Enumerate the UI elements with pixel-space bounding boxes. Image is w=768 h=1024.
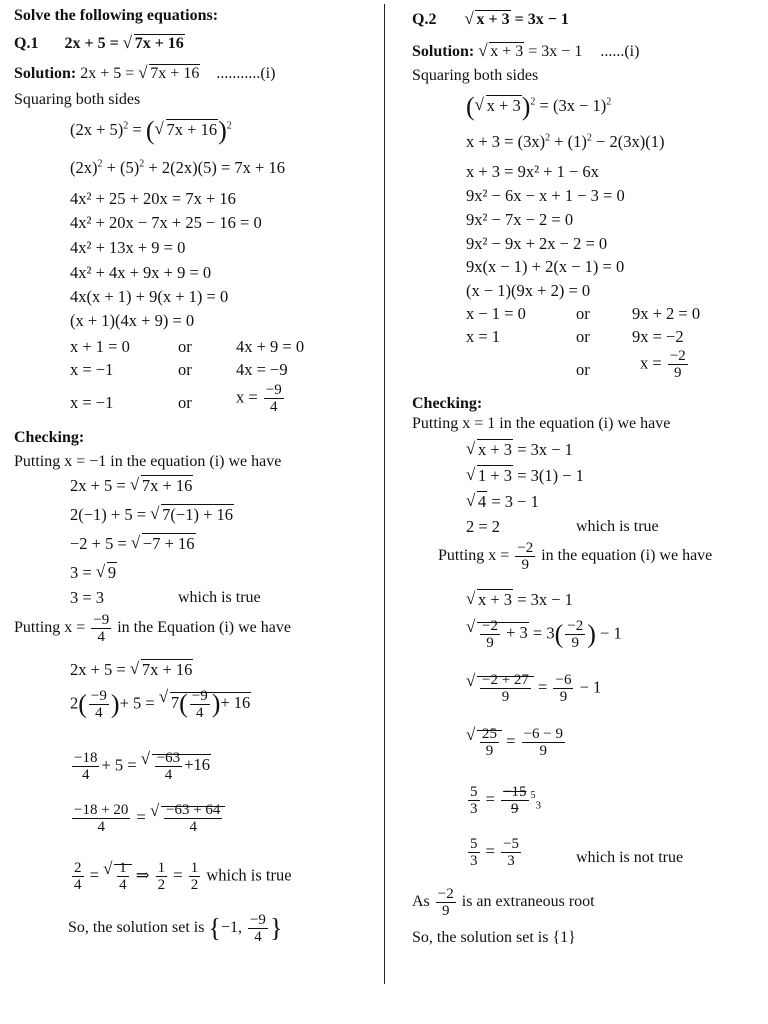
step-4: 4x² + 20x − 7x + 25 − 16 = 0 bbox=[70, 213, 262, 232]
step-8: (x + 1)(4x + 9) = 0 bbox=[70, 311, 195, 330]
e-step-6: 9x² − 9x + 2x − 2 = 0 bbox=[466, 234, 608, 253]
f-or-1: or bbox=[576, 304, 590, 323]
check-5: 3 = 3 bbox=[70, 588, 105, 607]
h-step-1: √ x + 3 = 3x − 1 bbox=[466, 590, 573, 610]
e-step-8: (x − 1)(9x + 2) = 0 bbox=[466, 281, 591, 300]
root-or-1: or bbox=[178, 337, 192, 356]
g-step-2: √ 1 + 3 = 3(1) − 1 bbox=[466, 466, 584, 486]
column-divider bbox=[384, 4, 385, 984]
check-3: −2 + 5 = √ −7 + 16 bbox=[70, 534, 196, 554]
h-step-4: √ $\frac{25}{9}$ = $\frac{-6 - 9}{9}$ bbox=[466, 726, 567, 759]
squaring-text: Squaring both sides bbox=[14, 91, 141, 108]
squaring-text-2: Squaring both sides bbox=[412, 67, 539, 84]
question-2: Q.2 √ x + 3 = 3x − 1 bbox=[412, 10, 569, 30]
solution-line-2: Solution: √ x + 3 = 3x − 1 ......(i) bbox=[412, 42, 639, 62]
root-line-3a: x = −1 bbox=[70, 393, 114, 412]
g-step-4-note: which is true bbox=[576, 518, 659, 535]
check-2: 2(−1) + 5 = √ 7(−1) + 16 bbox=[70, 505, 234, 525]
check-5-note: which is true bbox=[178, 589, 261, 606]
d-step-4: $\frac{-18 + 20}{4}$ = √ $\frac{-63 + 64}{4}$ bbox=[70, 802, 225, 835]
checking-heading-2: Checking: bbox=[412, 395, 483, 412]
putting-x-1: Putting x = 1 in the equation (i) we have bbox=[412, 415, 671, 432]
root-line-1b: 4x + 9 = 0 bbox=[236, 337, 305, 356]
d-step-1: 2x + 5 = √ 7x + 16 bbox=[70, 660, 193, 680]
step-5: 4x² + 13x + 9 = 0 bbox=[70, 238, 186, 257]
solution-set-1: So, the solution set is {−1, $\frac{-9}{4}$ } bbox=[68, 912, 283, 945]
putting-x-minus-1: Putting x = −1 in the equation (i) we have bbox=[14, 453, 282, 470]
h-step-3: √ $\frac{-2 + 27}{9}$ = $\frac{-6}{9}$ − 1 bbox=[466, 672, 601, 705]
root-or-2: or bbox=[178, 360, 192, 379]
h-step-2: √ $\frac{-2}{9}$ + 3 = 3( $\frac{-2}{9}$ ) − 1 bbox=[466, 618, 622, 651]
d-step-3: $\frac{-18}{4}$ + 5 = √ $\frac{-63}{4}$ +16 bbox=[70, 750, 211, 783]
solution-set-2: So, the solution set is {1} bbox=[412, 929, 576, 946]
g-step-3: √ 4 = 3 − 1 bbox=[466, 492, 539, 512]
root-line-2a: x = −1 bbox=[70, 360, 114, 379]
root-or-3: or bbox=[178, 393, 192, 412]
g-step-1: √ x + 3 = 3x − 1 bbox=[466, 440, 573, 460]
e-step-2: $x + 3 = (3x)^2 + (1)^2 - 2(3x)(1)$ bbox=[466, 132, 665, 151]
d-step-5: $\frac{2}{4}$ = √ $\frac{1}{4}$ ⇒ $\frac{1}{2}$ = $\frac{1}{2}$ which is true bbox=[70, 860, 292, 893]
f-root-2a: x = 1 bbox=[466, 327, 501, 346]
step-7: 4x(x + 1) + 9(x + 1) = 0 bbox=[70, 287, 229, 306]
e-step-4: 9x² − 6x − x + 1 − 3 = 0 bbox=[466, 186, 625, 205]
f-root-3b: x = $\frac{-2}{9}$ bbox=[640, 348, 686, 381]
checking-heading: Checking: bbox=[14, 429, 85, 446]
e-step-3: x + 3 = 9x² + 1 − 6x bbox=[466, 162, 599, 181]
d-step-2: 2( $\frac{-9}{4}$ )+ 5 = √ 7( $\frac{-9}{4}$ )+ 16 bbox=[70, 688, 251, 721]
putting-x-minus-2-9: Putting x = $\frac{-2}{9}$ in the equation (i) we have bbox=[438, 540, 713, 573]
check-4: 3 = √ 9 bbox=[70, 563, 117, 583]
step-6: 4x² + 4x + 9x + 9 = 0 bbox=[70, 263, 212, 282]
f-root-1a: x − 1 = 0 bbox=[466, 304, 526, 323]
f-or-3: or bbox=[576, 360, 590, 379]
solution-line: Solution: 2x + 5 = √ 7x + 16 ...........(i) bbox=[14, 64, 275, 84]
f-root-1b: 9x + 2 = 0 bbox=[632, 304, 701, 323]
e-step-5: 9x² − 7x − 2 = 0 bbox=[466, 210, 574, 229]
step-2: $(2x)^2 + (5)^2 + 2(2x)(5) = 7x + 16$ bbox=[70, 158, 285, 177]
step-1: $(2x + 5)^2$ = ( √ 7x + 16)$^2$ bbox=[70, 120, 232, 141]
extraneous-root-note: As $\frac{-2}{9}$ is an extraneous root bbox=[412, 886, 595, 919]
h-step-6: $\frac{5}{3}$ = $\frac{-5}{3}$ bbox=[470, 836, 520, 869]
question-1: Q.1 2x + 5 = √ 7x + 16 bbox=[14, 34, 185, 54]
f-or-2: or bbox=[576, 327, 590, 346]
root-line-1a: x + 1 = 0 bbox=[70, 337, 130, 356]
putting-x-minus-9-4: Putting x = $\frac{-9}{4}$ in the Equation (i) we have bbox=[14, 612, 291, 645]
e-step-7: 9x(x − 1) + 2(x − 1) = 0 bbox=[466, 257, 625, 276]
check-1: 2x + 5 = √ 7x + 16 bbox=[70, 476, 193, 496]
step-3: 4x² + 25 + 20x = 7x + 16 bbox=[70, 189, 236, 208]
root-line-3b: x = $\frac{-9}{4}$ bbox=[236, 382, 282, 415]
f-root-2b: 9x = −2 bbox=[632, 327, 684, 346]
h-step-6-note: which is not true bbox=[576, 849, 684, 866]
root-line-2b: 4x = −9 bbox=[236, 360, 288, 379]
g-step-4: 2 = 2 bbox=[466, 517, 501, 536]
exercise-header: Solve the following equations: bbox=[14, 7, 219, 24]
e-step-1: ( √ $x + 3)^2 = (3x - 1)^2$ bbox=[466, 96, 611, 117]
h-step-5: $\frac{5}{3}$ = $\frac{-15}{9}$ $^5_3$ bbox=[470, 784, 542, 817]
